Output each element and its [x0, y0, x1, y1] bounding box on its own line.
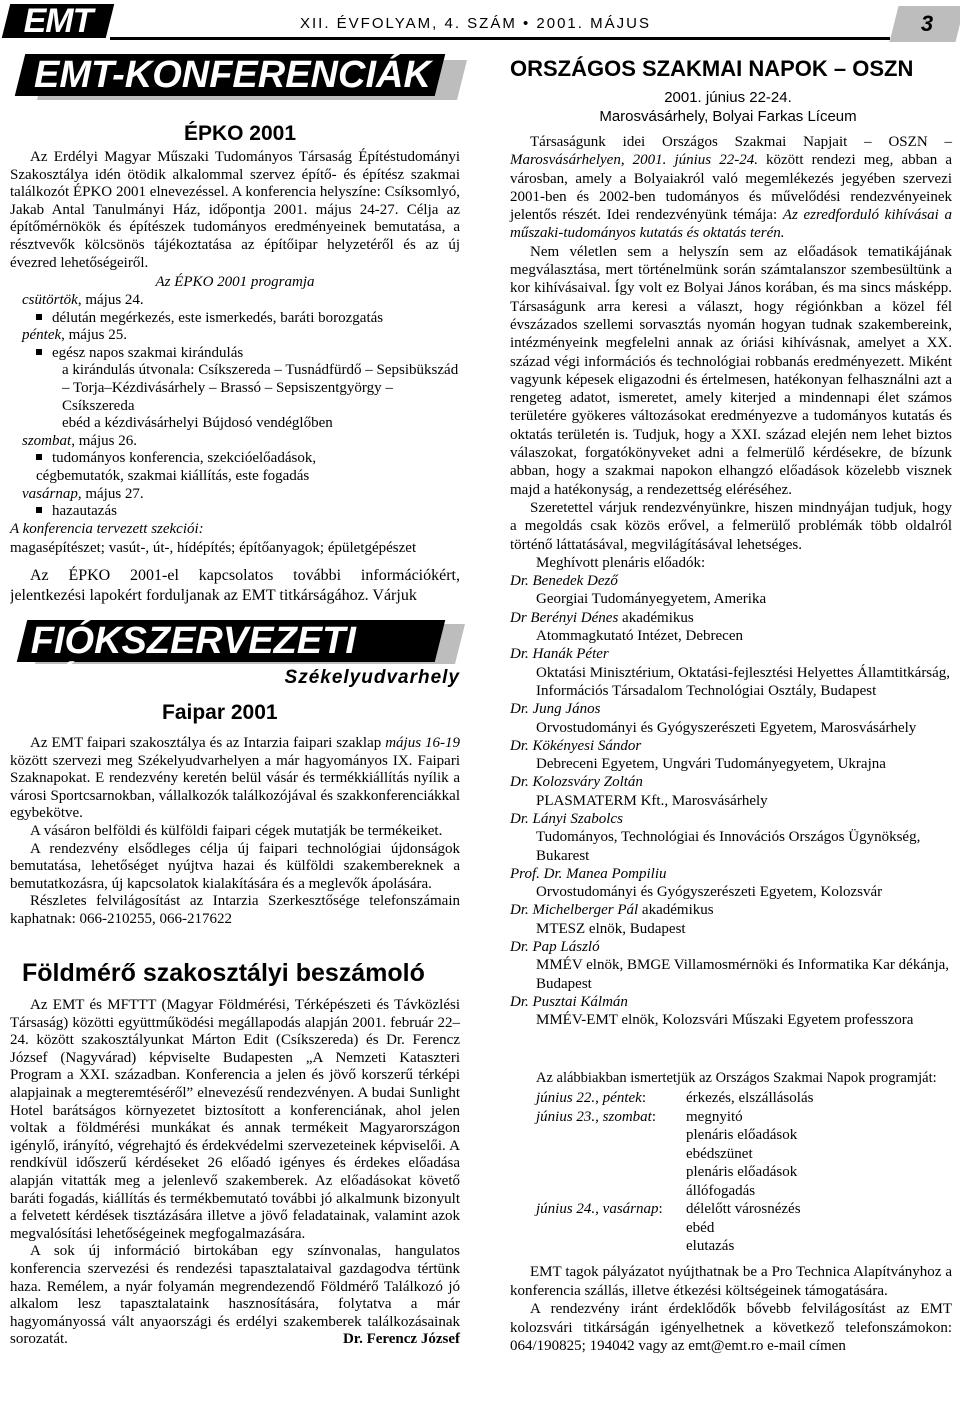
issue-line: XII. ÉVFOLYAM, 4. SZÁM • 2001. MÁJUS	[300, 15, 651, 32]
speaker-affiliation: Tudományos, Technológiai és Innovációs Országos Ügynökség, Bukarest	[536, 829, 921, 864]
speaker-name: Dr. Kökényesi Sándor	[510, 737, 642, 754]
page-number: 3	[920, 11, 934, 36]
oszn-date: 2001. június 22-24.	[664, 89, 792, 106]
oszn-p4: EMT tagok pályázatot nyújthatnak be a Pro Technica Alapítványhoz a konferencia szállás, illetve étkezési költségeinek támogatására.	[510, 1264, 952, 1299]
faipar-p2: A vásáron belföldi és külföldi faipari cégek mutatják be termékeiket.	[30, 822, 443, 839]
emt-logo: EMT	[2, 4, 114, 38]
signature: Dr. Ferencz József	[342, 1331, 460, 1348]
oszn-schedule	[536, 1089, 813, 1256]
faipar-title: Faipar 2001	[162, 701, 278, 724]
speaker-name: Prof. Dr. Manea Pompiliu	[510, 865, 667, 882]
program-day: csütörtök, május 24.	[22, 292, 144, 308]
faipar-p1: Az EMT faipari szakosztálya és az Intarzia faipari szaklap május 16-19 között szervezi meg Székelyudvarhelyen a már hagyományos IX. Faipari Szaknapokat. E rendezvény keretén belül vásár és termékkiállítás nyílik a városi Sportcsarnokban, vállalkozók találkozójával és szakkonferenciákkal egybekötve.	[10, 735, 460, 822]
program-subitem: a kirándulás útvonala: Csíkszereda – Tusnádfürdő – Sepsibükszád – Torja–Kézdivásárhely – Brassó – Sepsiszentgyörgy – Csíkszereda	[62, 362, 459, 414]
speaker-affiliation: PLASMATERM Kft., Marosvásárhely	[536, 792, 768, 809]
page-number-box	[890, 6, 960, 42]
speaker-affiliation: Debreceni Egyetem, Ungvári Tudományegyetem, Ukrajna	[536, 756, 886, 773]
program-title: Az ÉPKO 2001 programja	[155, 274, 315, 290]
schedule-item: megnyitó	[686, 1108, 743, 1125]
foldmero-p2: A sok új információ birtokában egy színvonalas, hangulatos konferencia szervezési és rendezési tapasztalataival gazdagodva tértünk haza. Remélem, a nyár folyamán megrendezendő Földmérő Találkozó jó alkalom lesz tapasztalataink hasznosítására, folytatva a már hagyományossá vált anyaországi és erdélyi szakemberek találkozásainak sorozatát. Dr. Ferencz József	[10, 1243, 460, 1348]
speaker-name: Dr. Benedek Dező	[510, 573, 618, 590]
schedule-row	[536, 1182, 813, 1201]
schedule-item: délelőtt városnézés	[686, 1201, 801, 1217]
oszn-p5: A rendezvény iránt érdeklődők bővebb felvilágosítást az EMT kolozsvári titkárságán igényelhetnek a következő telefonszámokon: 064/190825; 194042 vagy az emt@emt.ro e-mail címen	[510, 1301, 952, 1354]
speaker-affiliation: Atommagkutató Intézet, Debrecen	[536, 628, 743, 645]
oszn-p2: Nem véletlen sem a helyszín sem az előadások tematikájának megválasztása, mert történelmünk során számtalanszor szembesültünk a kor kihívásaival. Így volt ez Bolyai János korában, és ma sincs másképp. Társaságunk arra keresi a választ, hogy régiónkban a közel fél évszázados szellemi sorvasztás nyomán hogyan tudnak szakembereink, intézményeink megfelelni annak az óriási kihívásnak, amelyet a XX. század végi információs és technológiai robbanás eredményezett. Miként vagyunk képesek eligazodni és értelmesen, hatékonyan felhasználni azt a rengeteg adatot, ismeretet, amely kiterjed a mindennapi élet számos területére gyökeres változásokat eredményezve a tudományos kutatás és oktatás területén is. Tudjuk, hogy a XXI. század elején nem lehet biztos válaszokat, forgatókönyveket adni a felmerülő kérdésekre, de bízunk abban, hogy a szakmai napokon elhangzó előadások közelebb visznek majd a hatékonyság, a rendezettség eléréséhez.	[510, 243, 952, 498]
oszn-title: ORSZÁGOS SZAKMAI NAPOK – OSZN	[510, 56, 914, 81]
oszn-text	[510, 133, 952, 1030]
schedule-item: ebédszünet	[686, 1145, 753, 1162]
oszn-place: Marosvásárhely, Bolyai Farkas Líceum	[599, 108, 857, 125]
bullet-icon	[36, 349, 42, 355]
schedule-item: érkezés, elszállásolás	[686, 1090, 814, 1106]
city-title: Székelyudvarhely	[284, 667, 460, 688]
schedule-row	[536, 1163, 813, 1182]
schedule-item: állófogadás	[686, 1182, 756, 1199]
oszn-footer	[510, 1263, 952, 1356]
konferenciak-banner: EMT-KONFERENCIÁK	[15, 54, 445, 96]
faipar-p3: A rendezvény elsődleges célja új faipari technológiai újdonságok bemutatása, lehetőséget nyújtva hazai és külföldi szakembereknek a bemutatkozásra, új kapcsolatok kialakítására és a meglevők ápolására.	[10, 840, 460, 892]
speaker-affiliation: Orvostudományi és Gyógyszerészeti Egyetem, Marosvásárhely	[536, 719, 917, 736]
speaker-name: Dr. Jung János	[510, 701, 601, 718]
oszn-p1: Társaságunk idei Országos Szakmai Napjait – OSZN – Marosvásárhelyen, 2001. június 22-24. között rendezi meg, abban a városban, amely a Bolyaiakról való megemlékezés jegyében szervezi 2001-ben és 2002-ben tudományos és művelődési rendezvényeinek jelentős részét. Idei rendezvényünk témája: Az ezredforduló kihívásai a műszaki-tudományos kutatás és oktatás terén.	[510, 134, 952, 242]
program-day: péntek, május 25.	[22, 327, 127, 344]
bullet-icon	[36, 454, 42, 460]
schedule-item: plenáris előadások	[686, 1164, 798, 1180]
program-item: délután megérkezés, este ismerkedés, baráti borozgatás	[22, 310, 462, 328]
epko-intro: Az Erdélyi Magyar Műszaki Tudományos Társaság Építéstudományi Szakosztálya idén ötödik alkalommal szervez építő- és építész szakmai találkozót ÉPKO 2001 elnevezéssel. A konferencia helyszíne: Csíksomlyó, Jakab Antal Tanulmányi Ház, időpontja 2001. május 24-27. Célja az építőmérnökök és építészek tudományos eredményeinek bemutatása, a résztvevők kölcsönös tájékoztatása az építőipar helyzetéről és az új évezred lehetőségeiről.	[10, 149, 460, 271]
speaker-list	[510, 572, 952, 1029]
epko-program	[22, 292, 462, 521]
speaker-affiliation: Orvostudományi és Gyógyszerészeti Egyetem, Kolozsvár	[536, 884, 883, 901]
speaker-name: Dr. Pap László	[510, 939, 600, 956]
sections-list: magasépítészet; vasút-, út-, hídépítés; építőanyagok; épületgépészet	[10, 540, 417, 556]
schedule-day: június 23., szombat	[536, 1108, 652, 1125]
fiokszervezeti-banner: FIÓKSZERVEZETI HÍREK	[17, 620, 445, 662]
program-day: szombat, május 26.	[22, 432, 138, 449]
speaker-affiliation: Georgiai Tudományegyetem, Amerika	[536, 591, 767, 608]
foldmero-p1: Az EMT és MFTTT (Magyar Földmérési, Térképészeti és Távközlési Társaság) közötti együttműködési megállapodás alapján 2001. február 22–24. között szakosztályunkat Márton Edit (Csíkszereda) és Dr. Ferencz József (Nagyvárad) képviselte Budapesten „A Nemzeti Kataszteri Program a XXI. században. Konferencia a jelen és jövő korszerű térképi alapjainak a megteremtéséről” elnevezésű rendezvényen. A budai Sunlight Hotel barátságos környezetet biztosított a konferenciának, ahol jelen voltak a földmérési munkákat és annak termékeit Magyarországon igénylő, irányító, végrehajtó és érdekvédelmi szervezeteinek képviselői. A rendkívül időszerű kérdéseket 26 előadó igényes és érdekes előadása alapján vitatták meg a jelenlevő szakemberek. Az előadásokat követő baráti fogadás, kiállítás és termékbemutató további jó alkalmunk bizonyult a felvetett kérdések tisztázására illetve a jövő feladatainak, valamint azok megvalósítási lehetőségeinek megfogalmazására.	[10, 997, 460, 1242]
schedule-item: ebéd	[686, 1219, 715, 1236]
speaker-name: Dr. Lányi Szabolcs	[510, 810, 623, 827]
speaker-name: Dr Berényi Dénes akadémikus	[510, 609, 694, 626]
epko-title: ÉPKO 2001	[183, 122, 297, 145]
header-rule	[110, 37, 890, 40]
schedule-day: június 24., vasárnap	[536, 1201, 659, 1217]
program-item: hazautazás	[22, 503, 462, 521]
speaker-affiliation: MMÉV elnök, BMGE Villamosmérnöki és Informatika Kar dékánja, Budapest	[536, 957, 950, 992]
speaker-affiliation: MTESZ elnök, Budapest	[536, 920, 686, 937]
faipar-text	[10, 735, 460, 929]
speaker-name: Dr. Pusztai Kálmán	[510, 993, 628, 1010]
invited-title: Meghívott plenáris előadók:	[536, 554, 706, 571]
program-item: tudományos konferencia, szekcióelőadások, cégbemutatók, szakmai kiállítás, este fogadás	[36, 450, 317, 484]
schedule-row	[536, 1237, 813, 1256]
program-day: vasárnap, május 27.	[22, 485, 144, 502]
speaker-name: Dr. Michelberger Pál akadémikus	[510, 902, 714, 919]
schedule-row: június 22., péntek: érkezés, elszállásolás	[536, 1090, 814, 1106]
schedule-row	[536, 1126, 813, 1145]
schedule-row	[536, 1219, 813, 1238]
schedule-row	[536, 1145, 813, 1164]
bullet-icon	[36, 507, 42, 513]
program-item: egész napos szakmai kirándulás	[22, 345, 462, 363]
speaker-name: Dr. Kolozsváry Zoltán	[510, 774, 643, 791]
foldmero-text	[10, 997, 460, 1349]
program-subitem: ebéd a kézdivásárhelyi Bújdosó vendéglőben	[62, 415, 333, 432]
oszn-p3: Szeretettel várjuk rendezvényünkre, hiszen mindnyájan tudjuk, hogy a megoldás csak közös erővel, a felmerülő problémák több oldalról történő láttatásával, megvilágításával lehetséges.	[510, 499, 952, 553]
bullet-icon	[36, 314, 42, 320]
speaker-affiliation: Oktatási Minisztérium, Oktatási-fejlesztési Helyettes Államtitkárság, Információs Társadalom Technológiai Osztály, Budapest	[536, 664, 951, 699]
schedule-item: plenáris előadások	[686, 1127, 798, 1143]
schedule-day: június 22., péntek	[536, 1090, 642, 1106]
foldmero-title: Földmérő szakosztályi beszámoló	[22, 959, 425, 987]
more-info: Az ÉPKO 2001-el kapcsolatos további információkért, jelentkezési lapokért forduljanak az EMT titkárságához. Várjuk	[10, 567, 460, 604]
schedule-row: június 24., vasárnap: délelőtt városnézés	[536, 1200, 813, 1219]
speaker-affiliation: MMÉV-EMT elnök, Kolozsvári Műszaki Egyetem professzora	[536, 1012, 914, 1029]
sections-title: A konferencia tervezett szekciói:	[10, 521, 204, 537]
schedule-row: június 23., szombat: megnyitó	[536, 1108, 813, 1127]
speaker-name: Dr. Hanák Péter	[510, 646, 609, 663]
program-intro: Az alábbiakban ismertetjük az Országos Szakmai Napok programját:	[536, 1070, 937, 1086]
schedule-item: elutazás	[686, 1238, 735, 1254]
faipar-p4: Részletes felvilágosítást az Intarzia Szerkesztősége telefonszámain kaphatnak: 066-210255, 066-217622	[10, 893, 460, 927]
more-info-wrap	[10, 566, 460, 608]
